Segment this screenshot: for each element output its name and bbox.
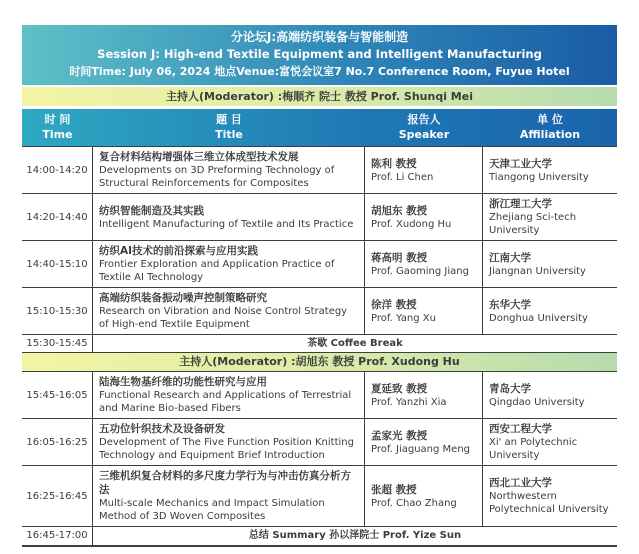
talk-title-zh: 五功位针织技术及设备研发 <box>99 423 225 435</box>
talk-speaker-en: Prof. Xudong Hu <box>371 218 452 230</box>
talk-title-zh: 纺织AI技术的前沿探索与应用实践 <box>99 245 259 257</box>
column-header-affiliation-en: Affiliation <box>519 128 581 141</box>
talk-title-en: Developments on 3D Preforming Technology of Structural Reinforcements for Composites <box>99 165 335 189</box>
talk-affiliation-zh: 东华大学 <box>489 298 531 311</box>
talk-affiliation <box>483 372 617 418</box>
talk-speaker-en: Prof. Gaoming Jiang <box>371 265 469 277</box>
column-header-time-zh: 时 间 <box>44 113 71 126</box>
talk-affiliation-en: Donghua University <box>489 312 588 324</box>
table-row <box>22 193 617 240</box>
moderator-bar-1: 主持人(Moderator) :梅顺齐 院士 教授 Prof. Shunqi Mei <box>22 87 617 106</box>
table-header-row <box>22 109 617 146</box>
talk-speaker-en: Prof. Li Chen <box>371 171 434 183</box>
column-header-title-zh: 题 目 <box>216 113 242 126</box>
talk-title <box>93 241 365 287</box>
talk-title <box>93 194 365 240</box>
talk-time: 16:25-16:45 <box>22 466 93 526</box>
coffee-break-label: 茶歇 Coffee Break <box>307 338 403 349</box>
summary-row <box>22 526 617 547</box>
talk-time: 15:10-15:30 <box>22 288 93 334</box>
talk-title-en: Development of The Five Function Position Knitting Technology and Equipment Brief Introduction <box>99 437 354 461</box>
session-title-en: Session J: High-end Textile Equipment and Intelligent Manufacturing <box>97 47 542 61</box>
talk-speaker <box>365 372 483 418</box>
column-header-time-en: Time <box>42 128 73 141</box>
talk-affiliation <box>483 419 617 465</box>
moderator-bar-2: 主持人(Moderator) :胡旭东 教授 Prof. Xudong Hu <box>22 352 617 371</box>
talk-affiliation-en: Tiangong University <box>489 171 589 183</box>
summary-time: 16:45-17:00 <box>22 527 93 545</box>
session-banner <box>22 25 617 85</box>
talk-speaker-zh: 夏延致 教授 <box>371 382 428 395</box>
talk-speaker-en: Prof. Jiaguang Meng <box>371 443 471 455</box>
talk-affiliation-zh: 天津工业大学 <box>489 157 552 170</box>
talk-title-en: Functional Research and Applications of Terrestrial and Marine Bio-based Fibers <box>99 390 352 414</box>
talk-title-en: Intelligent Manufacturing of Textile and Its Practice <box>99 218 354 230</box>
talk-affiliation <box>483 147 617 193</box>
column-header-speaker-zh: 报告人 <box>407 113 441 126</box>
talk-speaker-zh: 胡旭东 教授 <box>371 204 428 217</box>
talk-speaker <box>365 147 483 193</box>
table-row <box>22 418 617 465</box>
talk-speaker <box>365 241 483 287</box>
talk-title-zh: 复合材料结构增强体三维立体成型技术发展 <box>99 151 299 163</box>
table-row <box>22 371 617 418</box>
talk-affiliation-zh: 西北工业大学 <box>489 477 552 489</box>
talk-affiliation-zh: 江南大学 <box>489 251 531 264</box>
schedule-content <box>22 25 617 547</box>
talk-title-zh: 三维机织复合材料的多尺度力学行为与冲击仿真分析方法 <box>99 470 351 496</box>
talk-speaker-zh: 徐洋 教授 <box>371 298 417 311</box>
talk-speaker-en: Prof. Chao Zhang <box>371 497 457 509</box>
talk-affiliation <box>483 466 617 526</box>
talk-title <box>93 288 365 334</box>
talk-affiliation-en: Jiangnan University <box>489 265 586 277</box>
talk-title <box>93 372 365 418</box>
talk-time: 15:45-16:05 <box>22 372 93 418</box>
talk-affiliation-en: Northwestern Polytechnical University <box>489 491 609 515</box>
table-row <box>22 287 617 334</box>
talk-title-zh: 陆海生物基纤维的功能性研究与应用 <box>99 376 267 388</box>
table-row <box>22 240 617 287</box>
talk-speaker <box>365 194 483 240</box>
column-header-affiliation-zh: 单 位 <box>537 113 563 126</box>
talk-title <box>93 147 365 193</box>
talk-time: 16:05-16:25 <box>22 419 93 465</box>
talk-affiliation <box>483 194 617 240</box>
talk-time: 14:20-14:40 <box>22 194 93 240</box>
talk-speaker-en: Prof. Yang Xu <box>371 312 436 324</box>
column-header-speaker <box>365 112 483 142</box>
talk-title-zh: 高端纺织装备振动噪声控制策略研究 <box>99 292 267 304</box>
talk-speaker-zh: 张超 教授 <box>371 483 417 496</box>
talk-speaker-en: Prof. Yanzhi Xia <box>371 396 447 408</box>
column-header-speaker-en: Speaker <box>398 128 450 141</box>
table-row <box>22 146 617 193</box>
talk-title-zh: 纺织智能制造及其实践 <box>99 204 204 217</box>
talk-title-en: Research on Vibration and Noise Control Strategy of High-end Textile Equipment <box>99 306 348 330</box>
talk-affiliation-zh: 浙江理工大学 <box>489 198 552 210</box>
column-header-title-en: Title <box>215 128 243 141</box>
talk-affiliation-en: Xi' an Polytechnic University <box>489 437 578 461</box>
column-header-affiliation <box>483 112 617 142</box>
column-header-time <box>22 112 93 142</box>
table-row <box>22 465 617 526</box>
summary-label: 总结 Summary 孙以泽院士 Prof. Yize Sun <box>248 530 462 541</box>
talk-time: 14:40-15:10 <box>22 241 93 287</box>
column-header-title <box>93 112 365 142</box>
talk-title-en: Frontier Exploration and Application Practice of Textile AI Technology <box>99 259 335 283</box>
talk-affiliation-en: Qingdao University <box>489 396 585 408</box>
coffee-break-row <box>22 334 617 352</box>
session-time-venue: 时间Time: July 06, 2024 地点Venue:富悦会议室7 No.7 Conference Room, Fuyue Hotel <box>69 65 570 78</box>
talk-affiliation-en: Zhejiang Sci-tech University <box>489 212 577 236</box>
session-title-zh: 分论坛J:高端纺织装备与智能制造 <box>230 30 409 44</box>
talk-speaker-zh: 孟家光 教授 <box>371 429 428 442</box>
talk-affiliation-zh: 西安工程大学 <box>489 423 552 435</box>
talk-title <box>93 419 365 465</box>
talk-speaker-zh: 蒋高明 教授 <box>371 251 428 264</box>
talk-title <box>93 466 365 526</box>
talk-time: 14:00-14:20 <box>22 147 93 193</box>
talk-title-en: Multi-scale Mechanics and Impact Simulation Method of 3D Woven Composites <box>99 498 325 522</box>
talk-speaker-zh: 陈利 教授 <box>371 157 417 170</box>
talk-speaker <box>365 288 483 334</box>
coffee-break-time: 15:30-15:45 <box>22 335 93 352</box>
talk-speaker <box>365 466 483 526</box>
talk-speaker <box>365 419 483 465</box>
talk-affiliation <box>483 288 617 334</box>
talk-affiliation <box>483 241 617 287</box>
talk-affiliation-zh: 青岛大学 <box>489 382 531 395</box>
